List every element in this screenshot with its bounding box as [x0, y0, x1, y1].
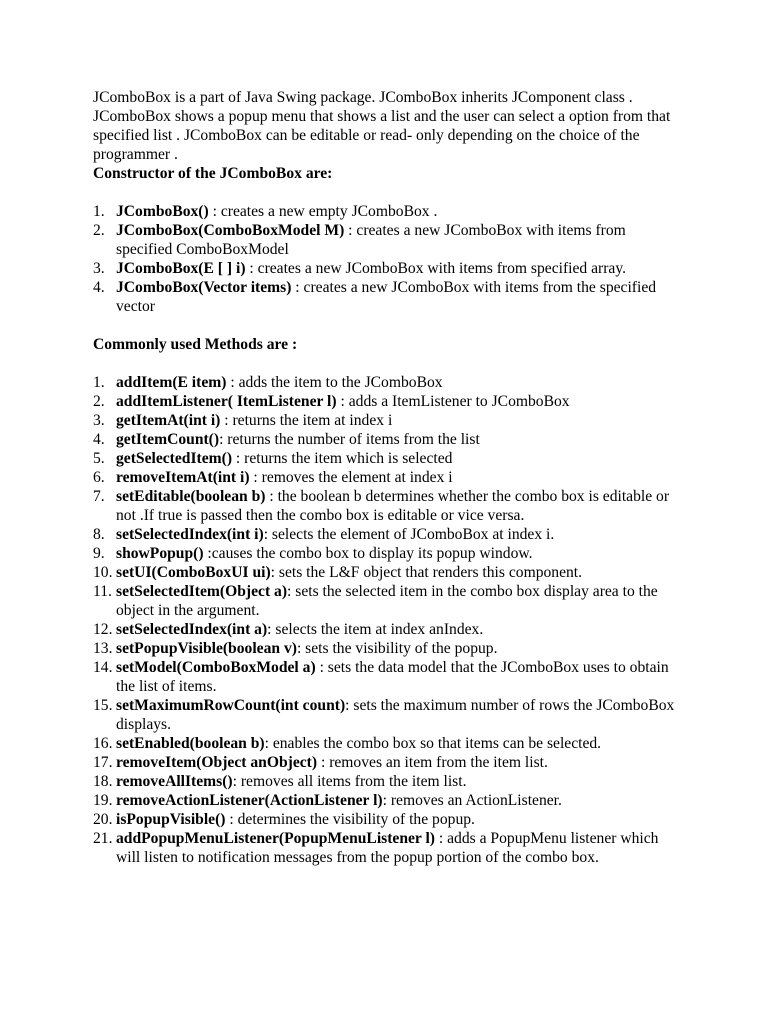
intro-paragraph: JComboBox is a part of Java Swing package. JComboBox inherits JComponent class . JComboBox shows a popup menu that shows a list and the user can select a option from that specified list . JComboBox can be editable or read- only depending on the choice of the programmer .	[93, 89, 671, 163]
list-term: getItemAt(int i)	[116, 412, 221, 429]
list-description: : removes all items from the item list.	[232, 773, 467, 790]
list-number: 9.	[93, 545, 105, 562]
list-description: : sets the selected item in the combo box display area to the object in the argument.	[116, 583, 658, 619]
list-description: : determines the visibility of the popup.	[225, 811, 475, 828]
list-number: 3.	[93, 412, 105, 429]
list-term: removeItemAt(int i)	[116, 469, 250, 486]
method-item	[93, 810, 678, 829]
method-item	[93, 373, 678, 392]
list-description: : creates a new empty JComboBox .	[208, 203, 438, 220]
constructor-item	[93, 202, 678, 221]
list-term: showPopup()	[116, 545, 204, 562]
list-description: : adds a ItemListener to JComboBox	[336, 393, 570, 410]
list-description: : removes an ActionListener.	[382, 792, 562, 809]
constructor-item	[93, 259, 678, 278]
constructor-item	[93, 278, 678, 316]
list-term: getSelectedItem()	[116, 450, 233, 467]
list-description: : adds a PopupMenu listener which will listen to notification messages from the popup portion of the combo box.	[116, 830, 659, 866]
list-term: JComboBox(E [ ] i)	[116, 260, 246, 277]
methods-list	[93, 373, 678, 867]
constructors-list	[93, 202, 678, 316]
list-number: 6.	[93, 469, 105, 486]
list-description: : sets the maximum number of rows the JComboBox displays.	[116, 697, 675, 733]
list-description: : selects the item at index anIndex.	[267, 621, 484, 638]
list-term: setEditable(boolean b)	[116, 488, 266, 505]
spacer	[93, 183, 678, 202]
list-term: JComboBox(ComboBoxModel M)	[116, 222, 345, 239]
list-number: 18.	[93, 773, 113, 790]
list-term: removeAllItems()	[116, 773, 233, 790]
list-term: JComboBox()	[116, 203, 209, 220]
list-term: addItem(E item)	[116, 374, 227, 391]
method-item	[93, 449, 678, 468]
method-item	[93, 753, 678, 772]
list-term: addPopupMenuListener(PopupMenuListener l)	[116, 830, 435, 847]
list-description: : removes the element at index i	[249, 469, 453, 486]
list-description: : sets the data model that the JComboBox uses to obtain the list of items.	[116, 659, 669, 695]
list-number: 7.	[93, 488, 105, 505]
method-item	[93, 734, 678, 753]
method-item	[93, 411, 678, 430]
list-term: getItemCount()	[116, 431, 220, 448]
list-number: 2.	[93, 222, 105, 239]
list-term: setSelectedItem(Object a)	[116, 583, 288, 600]
list-description: : returns the number of items from the list	[219, 431, 480, 448]
list-number: 15.	[93, 697, 113, 714]
list-description: : creates a new JComboBox with items from specified array.	[245, 260, 627, 277]
list-description: : the boolean b determines whether the combo box is editable or not .If true is passed then the combo box is editable or vice versa.	[116, 488, 670, 524]
list-term: setSelectedIndex(int i)	[116, 526, 264, 543]
list-number: 4.	[93, 279, 105, 296]
list-term: isPopupVisible()	[116, 811, 226, 828]
list-number: 10.	[93, 564, 113, 581]
list-term: setMaximumRowCount(int count)	[116, 697, 346, 714]
list-term: setPopupVisible(boolean v)	[116, 640, 297, 657]
list-term: removeItem(Object anObject)	[116, 754, 318, 771]
method-item	[93, 582, 678, 620]
list-number: 4.	[93, 431, 105, 448]
list-term: removeActionListener(ActionListener l)	[116, 792, 383, 809]
constructor-item	[93, 221, 678, 259]
list-description: : sets the visibility of the popup.	[296, 640, 498, 657]
list-description: : removes an item from the item list.	[317, 754, 548, 771]
list-number: 1.	[93, 203, 105, 220]
list-number: 13.	[93, 640, 113, 657]
list-description: : selects the element of JComboBox at index i.	[263, 526, 555, 543]
method-item	[93, 696, 678, 734]
method-item	[93, 525, 678, 544]
list-term: addItemListener( ItemListener l)	[116, 393, 337, 410]
spacer	[93, 354, 678, 373]
list-description: : adds the item to the JComboBox	[226, 374, 443, 391]
method-item	[93, 392, 678, 411]
method-item	[93, 544, 678, 563]
list-number: 11.	[93, 583, 112, 600]
list-description: : returns the item which is selected	[232, 450, 453, 467]
methods-heading: Commonly used Methods are :	[93, 336, 298, 353]
method-item	[93, 620, 678, 639]
list-term: JComboBox(Vector items)	[116, 279, 292, 296]
spacer	[93, 316, 678, 335]
list-number: 8.	[93, 526, 105, 543]
list-number: 21.	[93, 830, 113, 847]
list-description: : creates a new JComboBox with items from the specified vector	[116, 279, 657, 315]
list-number: 16.	[93, 735, 113, 752]
list-number: 5.	[93, 450, 105, 467]
list-description: : creates a new JComboBox with items from specified ComboBoxModel	[116, 222, 626, 258]
list-number: 14.	[93, 659, 113, 676]
list-description: : returns the item at index i	[220, 412, 393, 429]
method-item	[93, 658, 678, 696]
list-number: 19.	[93, 792, 113, 809]
list-term: setEnabled(boolean b)	[116, 735, 265, 752]
list-number: 2.	[93, 393, 105, 410]
method-item	[93, 829, 678, 867]
method-item	[93, 639, 678, 658]
list-number: 3.	[93, 260, 105, 277]
list-term: setUI(ComboBoxUI ui)	[116, 564, 271, 581]
method-item	[93, 487, 678, 525]
list-number: 1.	[93, 374, 105, 391]
method-item	[93, 430, 678, 449]
method-item	[93, 563, 678, 582]
list-term: setModel(ComboBoxModel a)	[116, 659, 316, 676]
list-description: :causes the combo box to display its popup window.	[203, 545, 533, 562]
list-number: 12.	[93, 621, 113, 638]
list-description: : enables the combo box so that items can be selected.	[264, 735, 602, 752]
document-body	[93, 88, 678, 867]
constructors-heading: Constructor of the JComboBox are:	[93, 165, 333, 182]
method-item	[93, 772, 678, 791]
list-number: 20.	[93, 811, 113, 828]
method-item	[93, 791, 678, 810]
list-description: : sets the L&F object that renders this component.	[270, 564, 583, 581]
list-number: 17.	[93, 754, 113, 771]
method-item	[93, 468, 678, 487]
list-term: setSelectedIndex(int a)	[116, 621, 268, 638]
